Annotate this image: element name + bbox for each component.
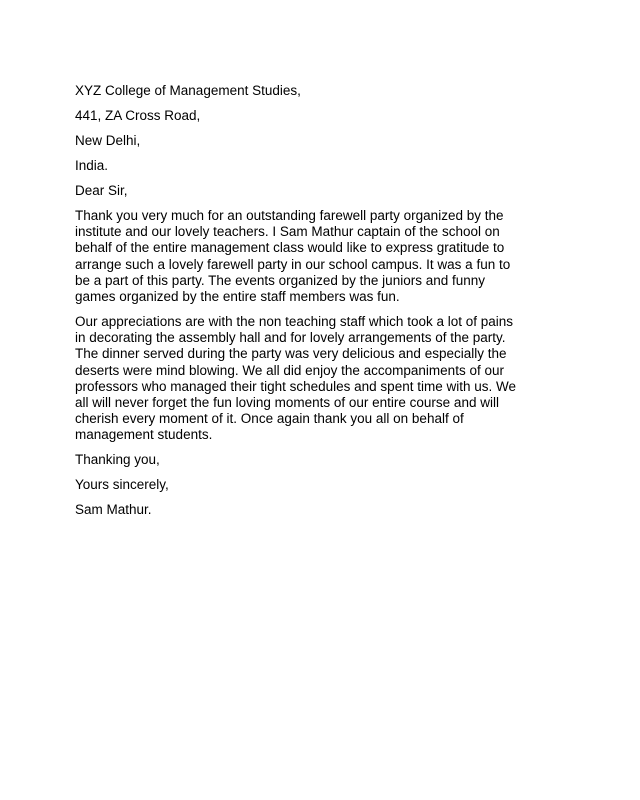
paragraph-line: Thank you very much for an outstanding farewell party organized by the (75, 208, 504, 223)
closing-thanking: Thanking you, (75, 452, 160, 468)
paragraph-line: games organized by the entire staff members was fun. (75, 289, 400, 305)
paragraph-line: cherish every moment of it. Once again thank you all on behalf of (75, 411, 464, 427)
closing-yours-sincerely: Yours sincerely, (75, 477, 169, 493)
address-line-street: 441, ZA Cross Road, (75, 108, 201, 123)
address-line-country: India. (75, 158, 109, 173)
salutation: Dear Sir, (75, 183, 128, 198)
paragraph-line: in decorating the assembly hall and for lovely arrangements of the party. (75, 330, 506, 346)
letter-body (75, 83, 560, 527)
paragraph-line: be a part of this party. The events organized by the juniors and funny (75, 272, 486, 288)
signature-name: Sam Mathur. (75, 502, 152, 518)
paragraph-line: Our appreciations are with the non teaching staff which took a lot of pains (75, 314, 514, 330)
paragraph-line: management students. (75, 427, 213, 443)
address-line-city: New Delhi, (75, 133, 141, 148)
paragraph-line: deserts were mind blowing. We all did enjoy the accompaniments of our (75, 362, 504, 378)
paragraph-line: institute and our lovely teachers. I Sam Mathur captain of the school on (75, 224, 500, 240)
paragraph-thanks (75, 208, 560, 305)
address-line-college: XYZ College of Management Studies, (75, 83, 301, 98)
paragraph-line: arrange such a lovely farewell party in our school campus. It was a fun to (75, 256, 511, 272)
paragraph-line: all will never forget the fun loving moments of our entire course and will (75, 395, 499, 411)
paragraph-line: professors who managed their tight schedules and spent time with us. We (75, 378, 516, 394)
paragraph-line: The dinner served during the party was very delicious and especially the (75, 346, 507, 362)
paragraph-line: behalf of the entire management class would like to express gratitude to (75, 240, 505, 256)
paragraph-appreciation (75, 314, 560, 444)
